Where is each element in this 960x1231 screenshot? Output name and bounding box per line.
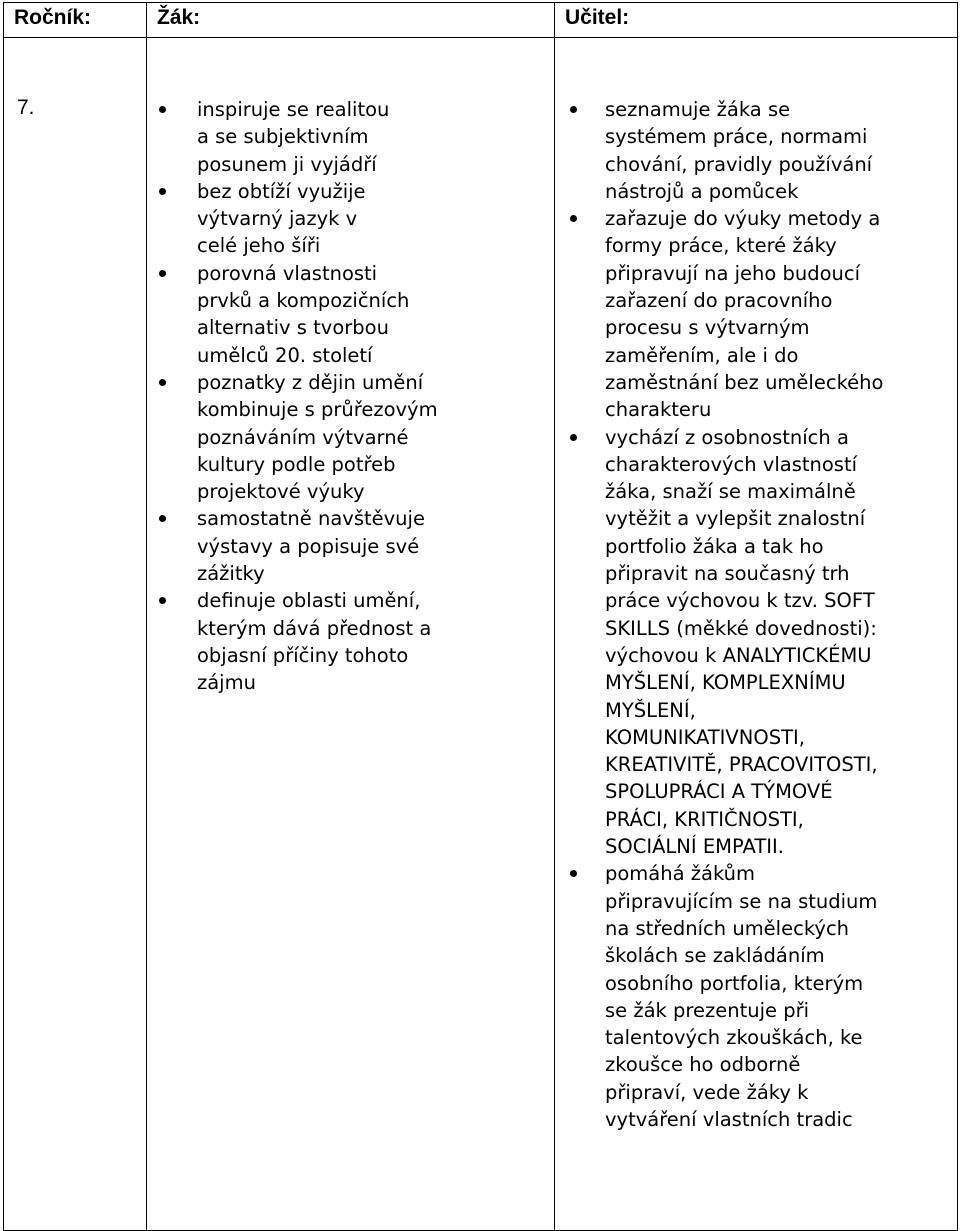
header-grade: Ročník: [4,3,147,38]
list-item: porovná vlastnosti prvků a kompozičních alternativ s tvorbou umělců 20. století [147,260,412,369]
header-row [4,3,958,38]
list-item: bez obtíží využije výtvarný jazyk v celé jeho šíři [147,178,402,260]
list-item: samostatně navštěvuje výstavy a popisuje své zážitky [147,505,462,587]
bullet-icon [570,215,577,222]
teacher-methods-list [555,38,957,1133]
bullet-icon [159,379,166,386]
header-teacher: Učitel: [555,3,958,38]
bullet-icon [159,188,166,195]
bullet-icon [159,515,166,522]
bullet-icon [570,870,577,877]
list-item: zařazuje do výuky metody a formy práce, které žáky připravují na jeho budoucí zařazení do pracovního procesu s výtvarným zaměřením, ale i do zaměstnání bez uměleckého charakteru [555,205,885,423]
curriculum-table [3,2,958,1231]
bullet-icon [159,270,166,277]
list-item: vychází z osobnostních a charakterových vlastností žáka, snaží se maximálně vytěžit a vylepšit znalostní portfolio žáka a tak ho připravit na současný trh práce výchovou k tzv. SOFT SKILLS (měkké dovednosti): výchovou k ANALYTICKÉMU MYŠLENÍ, KOMPLEXNÍMU MYŠLENÍ, KOMUNIKATIVNOSTI, KREATIVITĚ, PRACOVITOSTI, SPOLUPRÁCI A TÝMOVÉ PRÁCI, KRITIČNOSTI, SOCIÁLNÍ EMPATII. [555,424,895,861]
content-row [4,38,958,1231]
bullet-icon [570,106,577,113]
student-outcomes-list [147,38,554,697]
bullet-icon [570,434,577,441]
bullet-icon [159,597,166,604]
grade-cell: 7. [4,38,147,1231]
list-item: definuje oblasti umění, kterým dává přednost a objasní příčiny tohoto zájmu [147,587,462,696]
teacher-cell [555,38,958,1231]
list-item: inspiruje se realitou a se subjektivním posunem ji vyjádří [147,96,402,178]
bullet-icon [159,106,166,113]
list-item: seznamuje žáka se systémem práce, normami chování, pravidly používání nástrojů a pomůcek [555,96,890,205]
list-item: pomáhá žákům připravujícím se na studium na středních uměleckých školách se zakládáním osobního portfolia, kterým se žák prezentuje při talentových zkouškách, ke zkoušce ho odborně připraví, vede žáky k vytváření vlastních tradic [555,860,885,1133]
list-item: poznatky z dějin umění kombinuje s průřezovým poznáváním výtvarné kultury podle potřeb projektové výuky [147,369,447,505]
student-cell [147,38,555,1231]
header-student: Žák: [147,3,555,38]
